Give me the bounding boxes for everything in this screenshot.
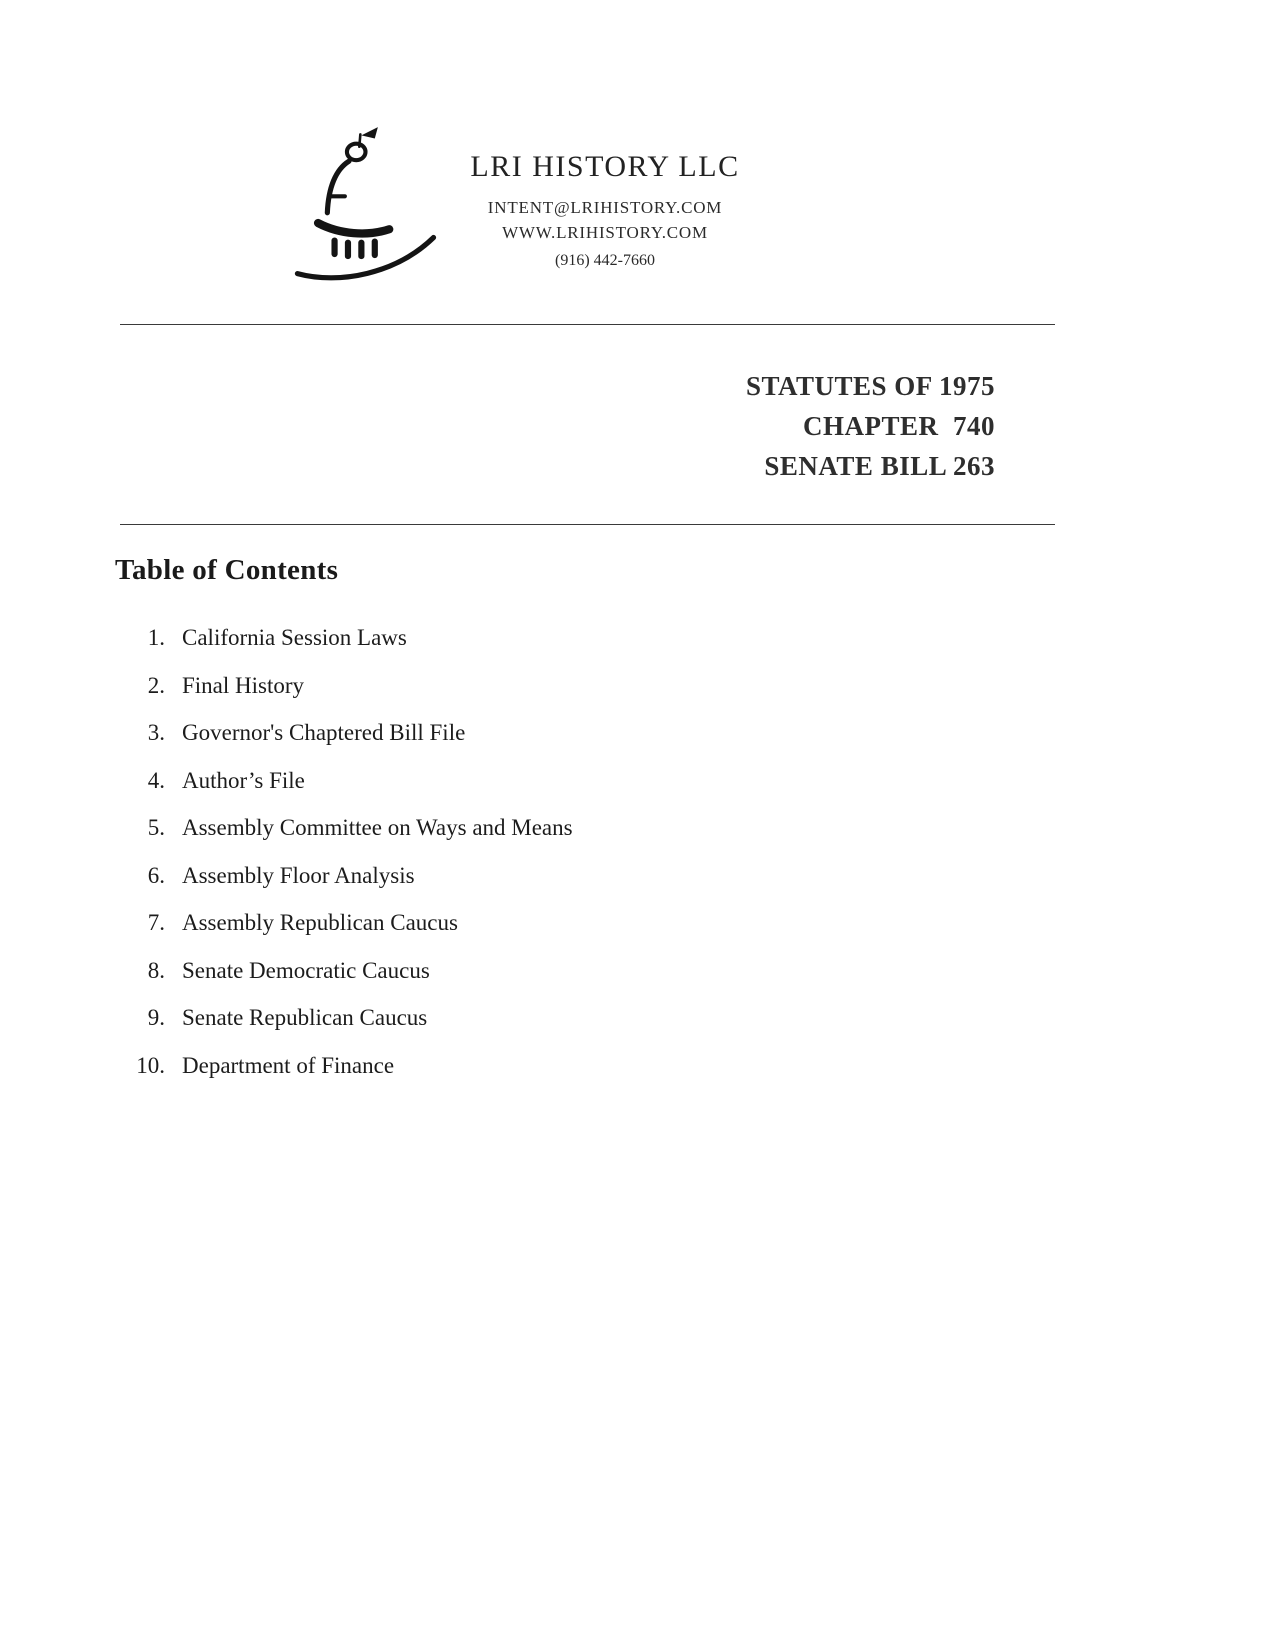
chapter-number: CHAPTER 740: [802, 411, 995, 441]
toc-item: [0, 1042, 900, 1090]
divider-top: [120, 324, 1055, 325]
statutes-year: STATUTES OF 1975: [745, 371, 995, 401]
toc-item: [0, 804, 900, 852]
capitol-dome-icon: [293, 122, 438, 287]
company-website: WWW.LRIHISTORY.COM: [502, 223, 708, 242]
capitol-logo: [293, 122, 438, 287]
toc-item: [0, 709, 900, 757]
toc-item-label: Assembly Floor Analysis: [182, 862, 415, 888]
toc-item-label: California Session Laws: [182, 625, 407, 650]
toc-item-label: Senate Republican Caucus: [182, 1005, 428, 1030]
company-phone: (916) 442-7660: [555, 252, 655, 269]
divider-bottom: [120, 524, 1055, 525]
toc-item: [0, 757, 900, 805]
toc-item: [0, 662, 900, 710]
toc-item-label: Governor's Chaptered Bill File: [182, 720, 466, 745]
toc-item: [0, 947, 900, 995]
toc-item-number: 8.: [147, 957, 165, 983]
toc-item: [0, 614, 900, 662]
toc-item-label: Senate Democratic Caucus: [182, 957, 430, 983]
toc-item-label: Assembly Committee on Ways and Means: [182, 815, 573, 840]
senate-bill-number: SENATE BILL 263: [764, 451, 995, 481]
toc-item-number: 3.: [147, 720, 165, 745]
toc-item-number: 9.: [147, 1005, 165, 1030]
toc-item-label: Assembly Republican Caucus: [182, 910, 458, 935]
company-email: INTENT@LRIHISTORY.COM: [487, 198, 723, 217]
toc-item-number: 7.: [147, 910, 165, 935]
toc-list: [0, 614, 900, 1089]
toc-item-label: Final History: [182, 672, 305, 698]
toc-item: [0, 994, 900, 1042]
toc-item-number: 4.: [147, 767, 165, 793]
toc-item-number: 1.: [147, 625, 165, 650]
toc-item-label: Author’s File: [182, 767, 305, 793]
statute-reference: [746, 366, 995, 486]
toc-item-number: 10.: [136, 1052, 165, 1078]
toc-item-number: 6.: [147, 862, 165, 888]
toc-item-number: 5.: [147, 815, 165, 840]
toc-item: [0, 899, 900, 947]
toc-item-number: 2.: [147, 672, 165, 698]
toc-item-label: Department of Finance: [182, 1052, 395, 1078]
company-header: [455, 150, 755, 276]
toc-title: Table of Contents: [115, 554, 339, 586]
toc-item: [0, 852, 900, 900]
company-name: LRI HISTORY LLC: [470, 150, 740, 183]
